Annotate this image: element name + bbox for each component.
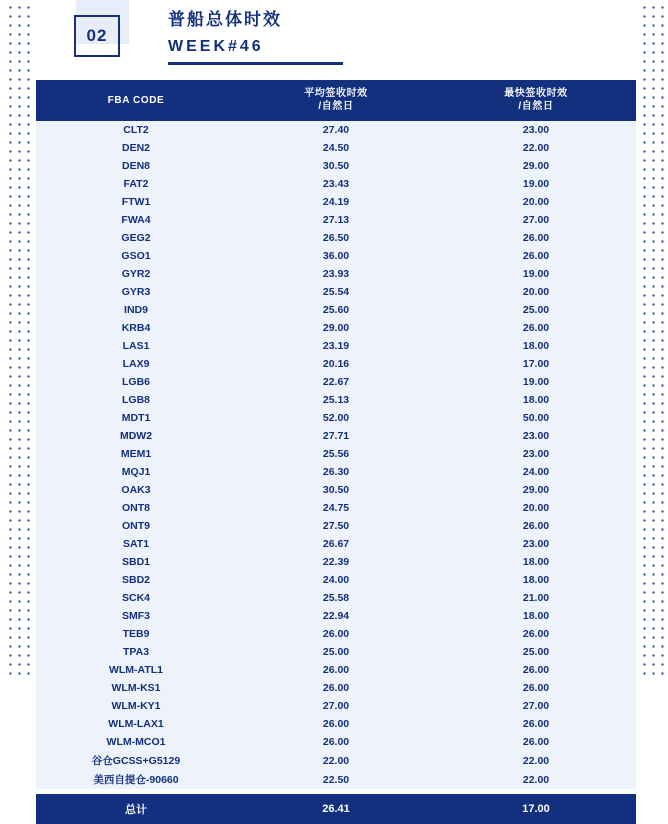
cell-fba-code: OAK3 [121,484,151,496]
cell-fba-code: MQJ1 [121,466,151,478]
cell-fba-code: FAT2 [123,178,149,190]
table-row [36,679,636,697]
total-fastest-value: 17.00 [436,794,636,824]
cell-fastest-time: 18.00 [522,610,550,622]
table-row [36,301,636,319]
table-row [36,751,636,770]
table-row [36,770,636,789]
cell-fba-code: SBD1 [121,556,150,568]
cell-avg-time: 26.00 [322,736,350,748]
cell-fastest-time: 18.00 [522,556,550,568]
cell-fastest-time: 26.00 [522,520,550,532]
cell-fastest-time: 26.00 [522,322,550,334]
cell-fba-code: GYR2 [121,268,151,280]
table-row [36,643,636,661]
delivery-time-table [36,80,636,824]
cell-fba-code: WLM-MCO1 [106,736,166,748]
cell-fba-code: WLM-KY1 [111,700,161,712]
cell-fba-code: CLT2 [123,124,149,136]
table-row [36,391,636,409]
table-row [36,607,636,625]
cell-fastest-time: 26.00 [522,682,550,694]
cell-fastest-time: 26.00 [522,718,550,730]
cell-fba-code: GSO1 [121,250,151,262]
column-header-fba-code-line1: FBA CODE [107,94,165,106]
table-row [36,157,636,175]
table-row [36,337,636,355]
cell-fba-code: MEM1 [120,448,152,460]
page-subtitle: WEEK#46 [168,38,264,55]
table-row [36,445,636,463]
table-row [36,229,636,247]
cell-fba-code: LGB8 [121,394,150,406]
cell-avg-time: 23.43 [322,178,350,190]
table-row [36,319,636,337]
data-table-container [36,80,636,824]
cell-fba-code: SCK4 [121,592,150,604]
cell-fba-code: KRB4 [121,322,151,334]
cell-fba-code: LAS1 [122,340,150,352]
cell-fba-code: MDT1 [121,412,151,424]
table-row [36,625,636,643]
cell-fba-code: ONT9 [121,520,150,532]
cell-avg-time: 30.50 [322,484,350,496]
cell-fastest-time: 29.00 [522,484,550,496]
section-number: 02 [74,15,120,57]
table-row [36,247,636,265]
cell-fba-code: 谷仓GCSS+G5129 [91,755,181,767]
cell-avg-time: 25.58 [322,592,350,604]
table-row [36,139,636,157]
table-row [36,571,636,589]
page-title: 普船总体时效 [168,10,282,29]
cell-avg-time: 25.13 [322,394,350,406]
table-body [36,121,636,789]
cell-fba-code: DEN2 [121,142,150,154]
cell-avg-time: 24.19 [322,196,350,208]
cell-fastest-time: 18.00 [522,394,550,406]
cell-fastest-time: 26.00 [522,664,550,676]
right-dot-pattern [638,0,664,681]
column-header-fastest-time-line1: 最快签收时效 [504,88,568,99]
table-row [36,175,636,193]
cell-fastest-time: 50.00 [522,412,550,424]
cell-fastest-time: 25.00 [522,304,550,316]
cell-fastest-time: 25.00 [522,646,550,658]
table-row [36,481,636,499]
table-row [36,373,636,391]
total-label: 总计 [36,794,236,824]
cell-fastest-time: 23.00 [522,124,550,136]
cell-avg-time: 24.00 [322,574,350,586]
left-dot-pattern [4,0,30,681]
cell-fastest-time: 20.00 [522,502,550,514]
cell-fba-code: GYR3 [121,286,151,298]
cell-fba-code: FTW1 [121,196,151,208]
cell-fastest-time: 23.00 [522,538,550,550]
cell-avg-time: 22.00 [322,754,350,767]
cell-avg-time: 27.40 [322,124,350,136]
cell-avg-time: 30.50 [322,160,350,172]
cell-avg-time: 26.30 [322,466,350,478]
cell-fba-code: LGB6 [121,376,150,388]
cell-fba-code: WLM-LAX1 [108,718,164,730]
table-row [36,427,636,445]
title-group [168,8,282,59]
cell-avg-time: 24.50 [322,142,350,154]
cell-avg-time: 26.00 [322,628,350,640]
column-header-fastest-time [436,80,636,121]
cell-fba-code: WLM-ATL1 [108,664,164,676]
cell-fba-code: SBD2 [121,574,150,586]
cell-fba-code: MDW2 [119,430,153,442]
cell-avg-time: 25.54 [322,286,350,298]
table-footer [36,789,636,824]
cell-avg-time: 26.00 [322,682,350,694]
column-header-fba-code [36,80,236,121]
cell-fba-code: SMF3 [121,610,150,622]
cell-fastest-time: 22.00 [522,754,550,767]
cell-fastest-time: 24.00 [522,466,550,478]
cell-fastest-time: 23.00 [522,448,550,460]
cell-avg-time: 26.00 [322,664,350,676]
table-row [36,499,636,517]
cell-fastest-time: 22.00 [522,773,550,786]
table-row [36,409,636,427]
table-row [36,535,636,553]
cell-fba-code: ONT8 [121,502,150,514]
cell-fastest-time: 20.00 [522,196,550,208]
cell-avg-time: 27.71 [322,430,350,442]
cell-fastest-time: 18.00 [522,574,550,586]
cell-avg-time: 23.19 [322,340,350,352]
table-row [36,517,636,535]
cell-fastest-time: 19.00 [522,376,550,388]
column-header-avg-time-line1: 平均签收时效 [304,88,368,99]
cell-avg-time: 26.50 [322,232,350,244]
total-avg-value: 26.41 [236,794,436,824]
cell-fba-code: DEN8 [121,160,150,172]
cell-fba-code: SAT1 [122,538,150,550]
cell-fastest-time: 20.00 [522,286,550,298]
cell-fastest-time: 27.00 [522,700,550,712]
cell-fastest-time: 27.00 [522,214,550,226]
column-header-avg-time-line2: /自然日 [318,101,354,112]
cell-fastest-time: 19.00 [522,268,550,280]
cell-avg-time: 27.13 [322,214,350,226]
cell-avg-time: 25.56 [322,448,350,460]
table-row [36,121,636,139]
cell-avg-time: 22.50 [322,773,350,786]
cell-fastest-time: 19.00 [522,178,550,190]
cell-fastest-time: 26.00 [522,628,550,640]
cell-avg-time: 22.94 [322,610,350,622]
cell-avg-time: 36.00 [322,250,350,262]
cell-fba-code: GEG2 [121,232,151,244]
table-row [36,697,636,715]
cell-fastest-time: 18.00 [522,340,550,352]
table-row [36,463,636,481]
cell-avg-time: 26.00 [322,718,350,730]
cell-fba-code: TPA3 [122,646,150,658]
cell-avg-time: 25.00 [322,646,350,658]
table-row [36,211,636,229]
cell-avg-time: 29.00 [322,322,350,334]
column-header-avg-time [236,80,436,121]
cell-avg-time: 52.00 [322,412,350,424]
table-row [36,355,636,373]
table-row [36,193,636,211]
cell-fba-code: IND9 [124,304,148,316]
cell-fba-code: FWA4 [121,214,151,226]
cell-avg-time: 23.93 [322,268,350,280]
cell-avg-time: 25.60 [322,304,350,316]
cell-fba-code: LAX9 [122,358,150,370]
cell-fastest-time: 21.00 [522,592,550,604]
cell-fastest-time: 17.00 [522,358,550,370]
cell-avg-time: 27.50 [322,520,350,532]
table-row [36,265,636,283]
title-underline [168,62,343,65]
cell-fastest-time: 23.00 [522,430,550,442]
table-row [36,589,636,607]
cell-fastest-time: 26.00 [522,736,550,748]
column-header-fastest-time-line2: /自然日 [518,101,554,112]
cell-fba-code: 美西自提仓-90660 [93,774,179,786]
cell-fastest-time: 22.00 [522,142,550,154]
cell-avg-time: 27.00 [322,700,350,712]
cell-avg-time: 20.16 [322,358,350,370]
table-row [36,661,636,679]
slide-header [36,0,636,72]
cell-fba-code: TEB9 [122,628,150,640]
cell-fastest-time: 26.00 [522,250,550,262]
cell-fastest-time: 29.00 [522,160,550,172]
cell-avg-time: 24.75 [322,502,350,514]
table-row [36,733,636,751]
table-row [36,715,636,733]
table-row [36,553,636,571]
cell-fastest-time: 26.00 [522,232,550,244]
table-header-row [36,80,636,121]
table-header [36,80,636,121]
cell-avg-time: 22.67 [322,376,350,388]
cell-avg-time: 22.39 [322,556,350,568]
total-row [36,794,636,824]
cell-fba-code: WLM-KS1 [111,682,161,694]
cell-avg-time: 26.67 [322,538,350,550]
table-row [36,283,636,301]
